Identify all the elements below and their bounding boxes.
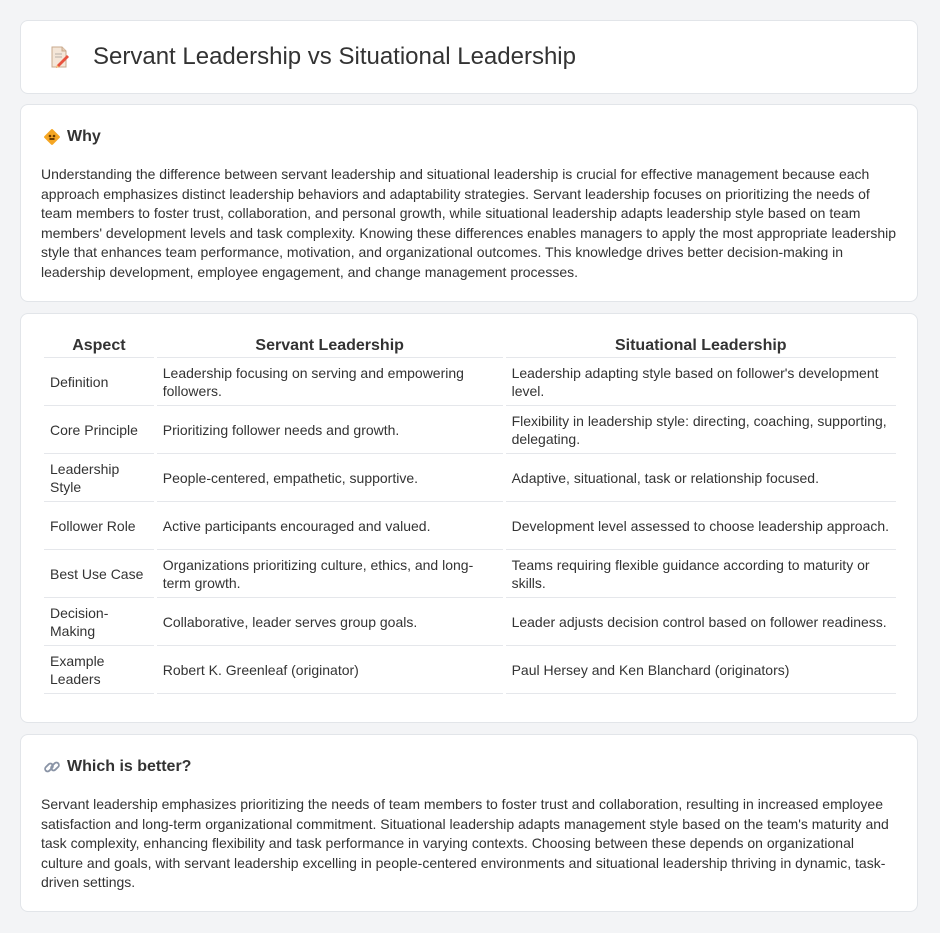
servant-cell: Prioritizing follower needs and growth. [157,406,503,454]
servant-cell: Active participants encouraged and valued. [157,502,503,550]
servant-cell: Robert K. Greenleaf (originator) [157,646,503,694]
which-is-better-section [20,734,918,912]
header-aspect: Aspect [44,334,154,358]
diamond-sign-icon [43,128,61,146]
table-row [44,454,896,502]
table-row [44,646,896,694]
which-is-better-text: Servant leadership emphasizes prioritizing the needs of team members to foster trust and collaboration, resulting in increased employee satisfaction and long-term organizational commitment. Situational leadership adapts management style based on the team's maturity and task complexity, enhancing flexibility and task performance in varying contexts. Choosing between these depends on organizational culture and goals, with servant leadership excelling in people-centered environments and situational leadership thriving in dynamic, task-driven settings. [41,796,889,890]
table-row [44,550,896,598]
situational-cell: Development level assessed to choose leadership approach. [506,502,896,550]
title-card [20,20,918,94]
table-row [44,598,896,646]
header-servant: Servant Leadership [157,334,503,358]
aspect-cell: Decision-Making [44,598,154,646]
comparison-section [20,313,918,723]
servant-cell: Leadership focusing on serving and empowering followers. [157,358,503,406]
comparison-table [41,334,899,694]
servant-cell: Collaborative, leader serves group goals. [157,598,503,646]
table-row [44,502,896,550]
document-pencil-icon [47,45,71,69]
why-text: Understanding the difference between servant leadership and situational leadership is crucial for effective management because each approach emphasizes distinct leadership behaviors and adaptability strategies. Servant leadership focuses on prioritizing the needs of team members to foster trust, collaboration, and personal growth, while situational leadership adapts leadership style based on team members' development levels and task complexity. Knowing these differences enables managers to apply the most appropriate leadership style that enhances team performance, motivation, and organizational outcomes. This knowledge drives better decision-making in leadership development, employee engagement, and change management processes. [41,166,897,280]
aspect-cell: Follower Role [44,502,154,550]
situational-cell: Leader adjusts decision control based on follower readiness. [506,598,896,646]
situational-cell: Teams requiring flexible guidance according to maturity or skills. [506,550,896,598]
why-heading: Why [67,128,101,145]
servant-cell: Organizations prioritizing culture, ethics, and long-term growth. [157,550,503,598]
aspect-cell: Best Use Case [44,550,154,598]
situational-cell: Adaptive, situational, task or relationship focused. [506,454,896,502]
page-title: Servant Leadership vs Situational Leadership [93,43,576,70]
situational-cell: Flexibility in leadership style: directing, coaching, supporting, delegating. [506,406,896,454]
header-situational: Situational Leadership [506,334,896,358]
aspect-cell: Definition [44,358,154,406]
situational-cell: Paul Hersey and Ken Blanchard (originators) [506,646,896,694]
link-icon [43,758,61,776]
table-header-row [44,334,896,358]
why-section [20,104,918,302]
servant-cell: People-centered, empathetic, supportive. [157,454,503,502]
aspect-cell: Leadership Style [44,454,154,502]
table-row [44,358,896,406]
aspect-cell: Example Leaders [44,646,154,694]
aspect-cell: Core Principle [44,406,154,454]
table-row [44,406,896,454]
which-is-better-heading: Which is better? [67,758,192,775]
situational-cell: Leadership adapting style based on follower's development level. [506,358,896,406]
